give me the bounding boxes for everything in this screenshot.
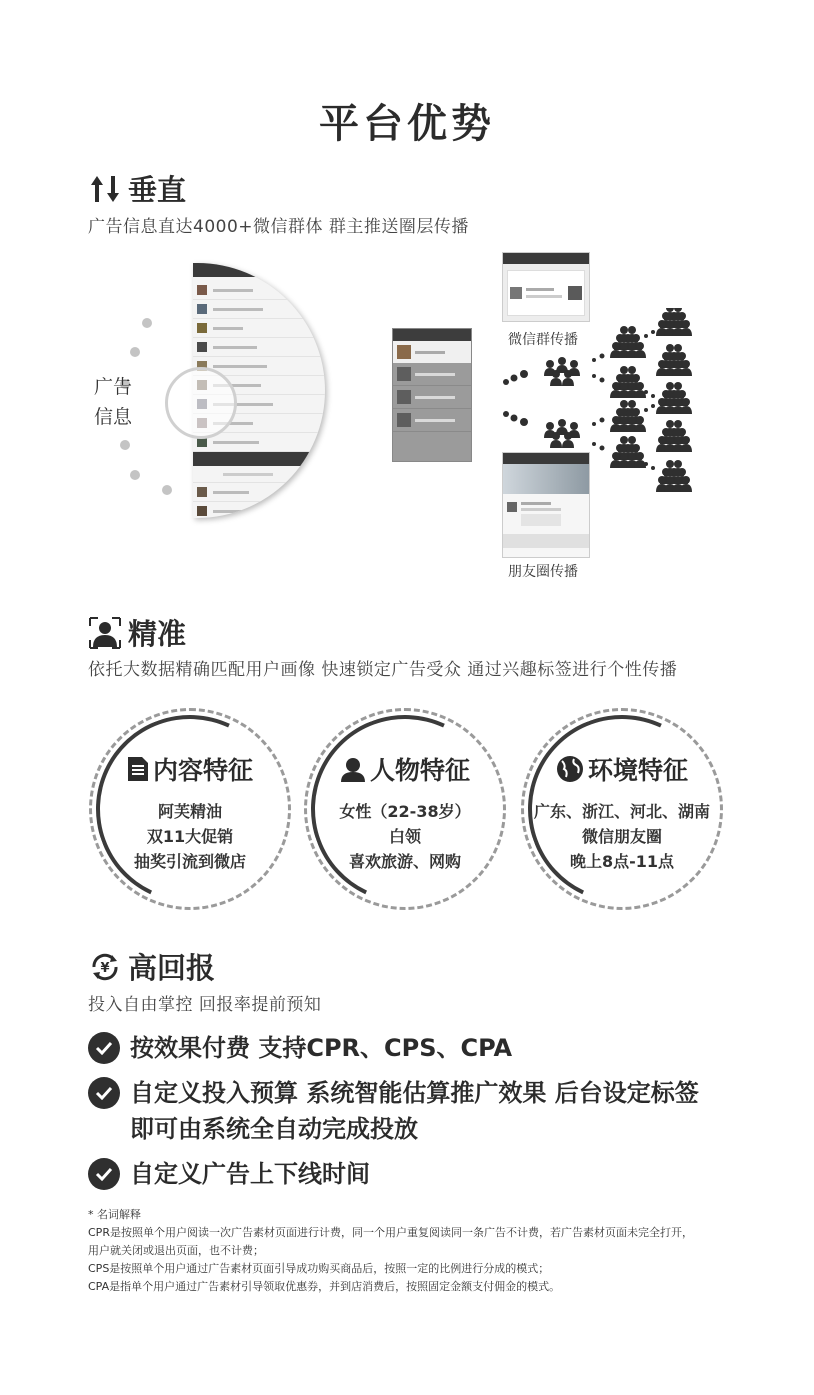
content-feature-card — [89, 708, 291, 910]
user-target-icon — [88, 616, 122, 650]
check-icon — [88, 1158, 120, 1190]
vertical-subtitle: 广告信息直达4000+微信群体 群主推送圈层传播 — [88, 217, 469, 237]
environment-feature-card — [521, 708, 723, 910]
precise-heading — [88, 612, 186, 653]
person-feature-lines: 女性（22-38岁） 白领 喜欢旅游、网购 — [339, 802, 471, 871]
moments-label: 朋友圈传播 — [508, 564, 578, 580]
return-heading — [88, 946, 215, 987]
content-feature-title: 内容特征 — [92, 751, 288, 787]
wechat-group-label: 微信群传播 — [508, 332, 578, 348]
document-icon — [127, 756, 149, 782]
precise-heading-text: 精准 — [128, 617, 187, 651]
glossary-cpa: CPA是指单个用户通过广告素材引导领取优惠券，并到店消费后，按照固定金额支付佣金的模式。 — [88, 1280, 561, 1293]
yuan-cycle-icon — [88, 950, 122, 984]
globe-icon — [556, 755, 584, 783]
return-subtitle: 投入自由掌控 回报率提前预知 — [88, 995, 322, 1015]
check-icon — [88, 1077, 120, 1109]
phone-article-screenshot — [392, 328, 472, 462]
spread-network-graphic — [498, 308, 698, 502]
environment-feature-title: 环境特征 — [524, 751, 720, 787]
person-feature-card — [304, 708, 506, 910]
return-point-3: 自定义广告上下线时间 — [88, 1156, 370, 1192]
glossary-cpr: CPR是按照单个用户阅读一次广告素材页面进行计费，同一个用户重复阅读同一条广告不计费，若广告素材页面未完全打开， — [88, 1226, 693, 1239]
person-feature-title: 人物特征 — [307, 751, 503, 787]
ad-label-line2: 信息 — [94, 406, 133, 428]
precise-subtitle: 依托大数据精确匹配用户画像 快速锁定广告受众 通过兴趣标签进行个性传播 — [88, 660, 678, 680]
page-title: 平台优势 — [319, 101, 495, 147]
up-down-arrows-icon — [88, 172, 122, 206]
person-icon — [340, 756, 366, 782]
glossary-title: * 名词解释 — [88, 1208, 141, 1221]
check-icon — [88, 1032, 120, 1064]
ad-label-line1: 广告 — [94, 376, 133, 398]
vertical-heading — [88, 168, 186, 209]
ad-info-label — [94, 372, 132, 432]
svg-text:¥: ¥ — [100, 960, 110, 976]
return-point-1: 按效果付费 支持CPR、CPS、CPA — [88, 1030, 512, 1066]
return-heading-text: 高回报 — [128, 951, 216, 985]
magnifier-icon — [165, 367, 237, 439]
glossary-cpr-cont: 用户就关闭或退出页面，也不计费； — [88, 1244, 264, 1257]
glossary-cps: CPS是按照单个用户通过广告素材页面引导成功购买商品后，按照一定的比例进行分成的模式； — [88, 1262, 550, 1275]
vertical-heading-text: 垂直 — [128, 173, 187, 207]
environment-feature-lines: 广东、浙江、河北、湖南 微信朋友圈 晚上8点-11点 — [533, 802, 710, 871]
content-feature-lines: 阿芙精油 双11大促销 抽奖引流到微店 — [133, 802, 246, 871]
return-point-2: 自定义投入预算 系统智能估算推广效果 后台设定标签 即可由系统全自动完成投放 — [88, 1075, 699, 1147]
glossary-notes — [88, 1206, 728, 1296]
